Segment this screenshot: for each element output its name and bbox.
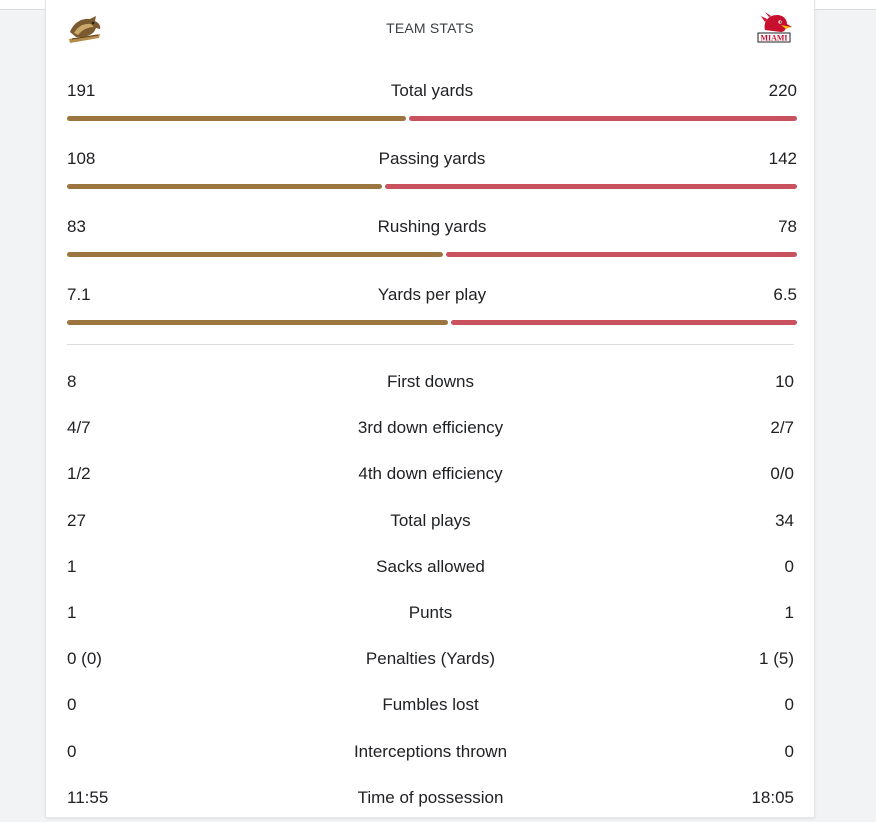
miami-redhawk-logo [755,12,793,46]
stat-label: Time of possession [357,787,504,807]
stat-label: Rushing yards [377,217,487,236]
left-value: 4/7 [67,418,91,438]
left-value: 0 [67,741,77,761]
stat-label: First downs [387,372,474,391]
comparison-bar [67,320,797,325]
right-value: 34 [775,510,794,530]
right-bar [451,320,797,325]
right-value: 1 (5) [759,649,794,669]
right-bar [446,252,797,257]
right-value: 78 [778,217,797,236]
right-value: 1 [784,602,794,622]
stat-row-total-yards [67,78,797,146]
stat-row-rushing-yards [67,214,797,282]
right-value: 0/0 [770,464,794,484]
left-value: 11:55 [67,787,109,807]
right-value: 10 [775,372,794,391]
right-value: 142 [768,149,797,168]
stat-row-yards-per-play [67,282,797,350]
left-value: 8 [67,372,77,391]
right-value: 0 [784,695,794,715]
stat-row-3rd-down-efficiency [67,406,794,452]
svg-text:MIAMI: MIAMI [760,33,788,43]
left-bar [67,320,448,325]
team-stats-header [46,10,814,50]
stat-row-time-of-possession [67,776,794,822]
right-value: 0 [784,741,794,761]
left-value: 191 [67,81,96,100]
stat-label: Passing yards [378,149,486,168]
right-bar [409,116,797,121]
stat-label: Total plays [390,510,471,530]
right-bar [385,184,797,189]
left-value: 0 [67,695,77,715]
stat-label: Punts [408,602,453,622]
stat-label: Sacks allowed [376,556,485,576]
stat-row-4th-down-efficiency [67,452,794,498]
left-value: 1 [67,602,77,622]
stat-row-fumbles-lost [67,683,794,729]
left-value: 0 (0) [67,649,102,669]
left-value: 83 [67,217,86,236]
left-bar [67,116,406,121]
left-value: 27 [67,510,86,530]
stat-label: Total yards [390,81,474,100]
left-bar [67,252,443,257]
comparison-bar [67,252,797,257]
section-divider [67,344,794,345]
left-value: 1/2 [67,464,91,484]
left-value: 108 [67,149,96,168]
right-value: 220 [768,81,797,100]
comparison-bar [67,116,797,121]
stat-row-total-plays [67,499,794,545]
bar-stats [67,78,797,350]
left-value: 1 [67,556,77,576]
stat-label: 3rd down efficiency [357,418,504,438]
stat-row-first-downs [67,360,794,406]
left-value: 7.1 [67,285,91,304]
detail-stats [67,360,794,822]
right-value: 18:05 [751,787,794,807]
right-value: 0 [784,556,794,576]
team-stats-card [46,0,814,817]
stat-label: Penalties (Yards) [365,649,496,669]
comparison-bar [67,184,797,189]
right-value: 6.5 [773,285,797,304]
stat-label: Yards per play [377,285,487,304]
team-stats-title: TEAM STATS [386,20,474,36]
stat-label: Interceptions thrown [353,741,508,761]
stat-row-penalties [67,637,794,683]
stat-row-sacks-allowed [67,545,794,591]
stat-row-passing-yards [67,146,797,214]
right-value: 2/7 [770,418,794,438]
stat-row-punts [67,591,794,637]
stat-row-interceptions-thrown [67,730,794,776]
left-bar [67,184,382,189]
stat-label: Fumbles lost [382,695,479,715]
stat-label: 4th down efficiency [358,464,503,484]
